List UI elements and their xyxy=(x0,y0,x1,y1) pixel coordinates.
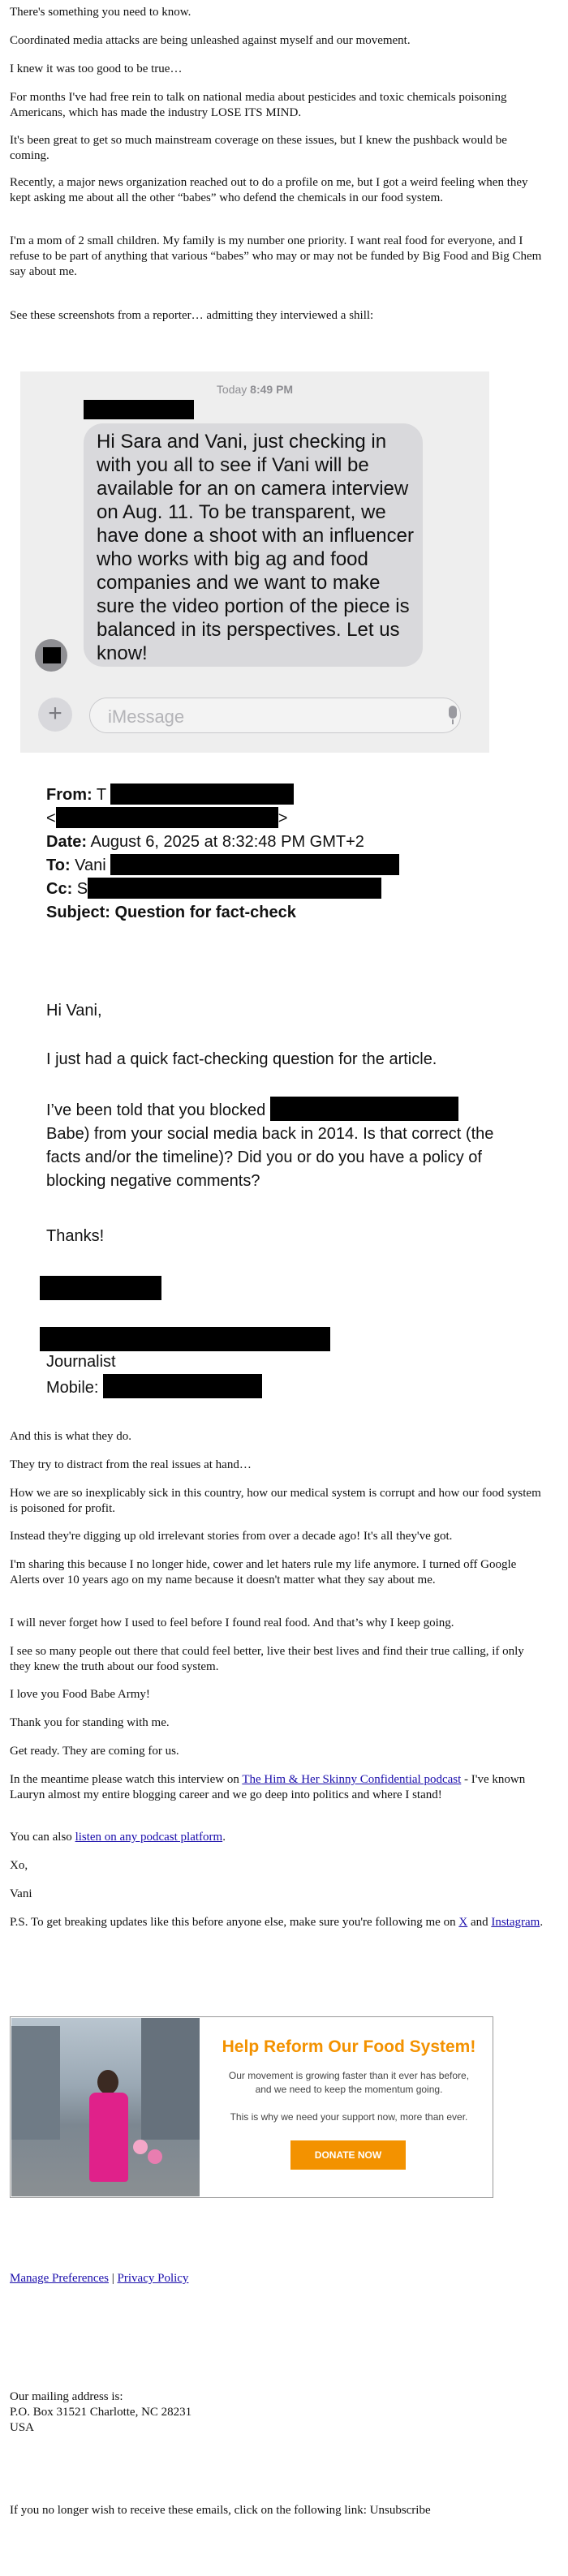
date-value: August 6, 2025 at 8:32:48 PM GMT+2 xyxy=(90,833,364,851)
to-value: Vani xyxy=(75,857,106,874)
intro-paragraph: I knew it was too good to be true… xyxy=(10,62,183,75)
intro-paragraph: Recently, a major news organization reached out to do a profile on me, but I got a weird feeling when they kept asking me about all the other “babes” who defend the chemicals in our food system. xyxy=(10,176,528,204)
outro-paragraph: They try to distract from the real issues at hand… xyxy=(10,1458,252,1471)
email-thanks: Thanks! xyxy=(46,1227,105,1245)
subject-value: Question for fact-check xyxy=(114,904,296,921)
x-link[interactable]: X xyxy=(458,1916,468,1929)
email-question-rest: Babe) from your social media back in 2014. Is that correct (the facts and/or the timeline)? Did you or do you have a policy of blocking negative comments? xyxy=(46,1125,494,1190)
redacted-name xyxy=(270,1097,458,1121)
email-question-start: I’ve been told that you blocked xyxy=(46,1101,266,1119)
to-label: To: xyxy=(46,857,71,874)
ps-paragraph xyxy=(10,1915,545,1930)
message-text: Hi Sara and Vani, just checking in with you all to see if Vani will be available for an on camera interview on Aug. 11. To be transparent, we have done a shoot with an influencer who works with big ag and food companies and we want to make sure the video portion of the piece is balanced in its perspectives. Let us know! xyxy=(97,431,414,664)
timestamp-day: Today xyxy=(216,383,247,396)
outro-paragraph xyxy=(10,1830,226,1845)
message-timestamp xyxy=(20,383,489,397)
intro-paragraph: For months I've had free rein to talk on national media about pesticides and toxic chemicals poisoning Americans, which has made the industry LOSE ITS MIND. xyxy=(10,91,507,119)
outro-paragraph xyxy=(10,1772,545,1803)
donate-button[interactable]: DONATE NOW xyxy=(290,2140,406,2170)
outro-paragraph: I love you Food Babe Army! xyxy=(10,1688,150,1701)
photo-building xyxy=(141,2018,200,2140)
outro-paragraph: And this is what they do. xyxy=(10,1430,131,1443)
redacted-sender-name xyxy=(84,400,194,419)
donation-card[interactable] xyxy=(10,2016,493,2198)
intro-paragraph: See these screenshots from a reporter… admitting they interviewed a shill: xyxy=(10,309,374,322)
ps-and: and xyxy=(467,1916,492,1929)
mobile-label: Mobile: xyxy=(46,1379,99,1397)
podcast-link[interactable]: The Him & Her Skinny Confidential podcast xyxy=(242,1773,462,1786)
outro-paragraph: How we are so inexplicably sick in this country, how our medical system is corrupt and how our food system is poisoned for profit. xyxy=(10,1487,541,1515)
cc-label: Cc: xyxy=(46,880,73,898)
redacted-avatar xyxy=(43,647,61,663)
outro-paragraph: Thank you for standing with me. xyxy=(10,1716,170,1729)
outro-paragraph: Instead they're digging up old irrelevant stories from over a decade ago! It's all they've got. xyxy=(10,1530,453,1543)
photo-flower xyxy=(148,2149,162,2164)
ps-text-pre: P.S. To get breaking updates like this before anyone else, make sure you're following me on xyxy=(10,1916,459,1929)
from-label: From: xyxy=(46,786,93,804)
redacted-to xyxy=(110,854,399,875)
subject-label: Subject: xyxy=(46,904,110,921)
photo-building xyxy=(11,2026,60,2140)
intro-paragraph: Coordinated media attacks are being unleashed against myself and our movement. xyxy=(10,34,411,47)
ps-text-post: . xyxy=(540,1916,544,1929)
outro-paragraph: I see so many people out there that could feel better, live their best lives and find their true calling, if only they knew the truth about our food system. xyxy=(10,1645,524,1673)
email-role: Journalist xyxy=(46,1353,116,1371)
plus-icon[interactable]: + xyxy=(38,698,72,732)
redacted-cc xyxy=(88,878,381,899)
instagram-link[interactable]: Instagram xyxy=(491,1916,540,1929)
mailing-address-label: Our mailing address is: xyxy=(10,2390,123,2403)
email-body-question xyxy=(46,1097,501,1193)
card-title: Help Reform Our Food System! xyxy=(222,2037,476,2056)
imessage-placeholder: iMessage xyxy=(108,706,185,727)
email-gt: > xyxy=(278,809,288,827)
from-value: T xyxy=(96,786,106,804)
outro-paragraph: I'm sharing this because I no longer hide, cower and let haters rule my life anymore. I turned off Google Alerts over 10 years ago on my name because it doesn't matter what they say about me. xyxy=(10,1558,517,1586)
interview-text-pre: In the meantime please watch this interview on xyxy=(10,1773,243,1786)
intro-paragraph: There's something you need to know. xyxy=(10,6,191,19)
card-subtitle: Our movement is growing faster than it ever has before, and we need to keep the momentum going. xyxy=(228,2070,470,2095)
microphone-icon[interactable] xyxy=(449,706,457,719)
activist-photo xyxy=(11,2018,200,2196)
imessage-screenshot xyxy=(20,371,489,753)
email-greeting: Hi Vani, xyxy=(46,1002,102,1020)
email-body-line: I just had a quick fact-checking question for the article. xyxy=(46,1050,437,1068)
listen-text-pre: You can also xyxy=(10,1831,75,1844)
unsubscribe-text[interactable]: If you no longer wish to receive these emails, click on the following link: Unsubscribe xyxy=(10,2504,431,2517)
privacy-policy-link[interactable]: Privacy Policy xyxy=(117,2272,189,2285)
card-support-text: This is why we need your support now, more than ever. xyxy=(230,2111,468,2123)
redacted-from xyxy=(110,784,294,805)
photo-person-head xyxy=(97,2070,118,2094)
footer-separator: | xyxy=(109,2272,118,2285)
email-lt: < xyxy=(46,809,56,827)
intro-paragraph: It's been great to get so much mainstream coverage on these issues, but I knew the pushback would be coming. xyxy=(10,134,507,162)
signoff: Xo, xyxy=(10,1859,28,1872)
timestamp-time: 8:49 PM xyxy=(250,383,294,396)
redacted-mobile xyxy=(103,1374,262,1398)
cc-value: S xyxy=(76,880,88,898)
listen-text-post: . xyxy=(222,1831,226,1844)
signature-name: Vani xyxy=(10,1887,32,1900)
mailing-address-line: P.O. Box 31521 Charlotte, NC 28231 xyxy=(10,2406,192,2419)
photo-flower xyxy=(133,2140,148,2154)
podcast-platform-link[interactable]: listen on any podcast platform xyxy=(75,1831,223,1844)
redacted-signature-name xyxy=(40,1276,161,1300)
intro-paragraph: I'm a mom of 2 small children. My family is my number one priority. I want real food for everyone, and I refuse to be part of anything that various “babes” who may or may not be funded by Big Food and Big Chem say about me. xyxy=(10,234,542,278)
mailing-address-country: USA xyxy=(10,2421,35,2434)
date-label: Date: xyxy=(46,833,88,851)
footer-links xyxy=(10,2271,188,2286)
outro-paragraph: Get ready. They are coming for us. xyxy=(10,1745,179,1758)
interview-text-post: - I've known Lauryn almost my entire blogging career and we go deep into politics and where I stand! xyxy=(10,1773,526,1801)
redacted-signature-org xyxy=(40,1327,330,1351)
manage-preferences-link[interactable]: Manage Preferences xyxy=(10,2272,110,2285)
redacted-from-address xyxy=(56,807,278,828)
outro-paragraph: I will never forget how I used to feel before I found real food. And that’s why I keep going. xyxy=(10,1616,454,1629)
microphone-stem xyxy=(452,719,454,724)
photo-person-body xyxy=(89,2093,128,2182)
